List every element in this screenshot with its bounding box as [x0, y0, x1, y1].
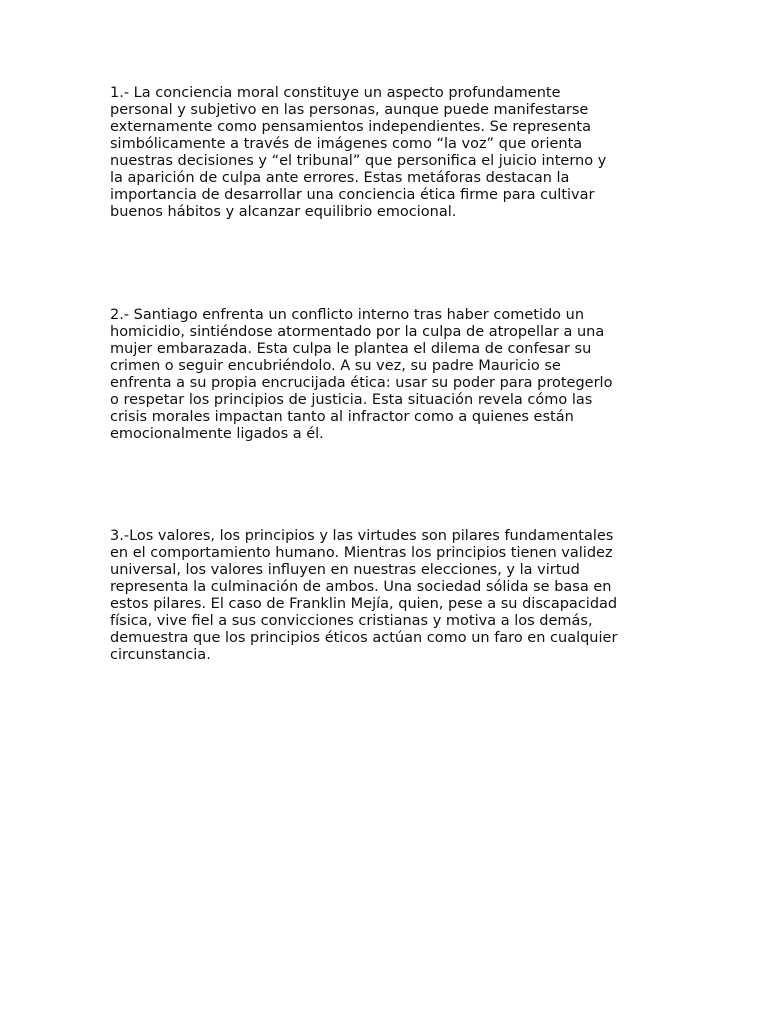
paragraph-2: 2.- Santiago enfrenta un conflicto interno tras haber cometido un homicidio, sintiéndose atormentado por la culpa de atropellar a una mujer embarazada. Esta culpa le plantea el dilema de confesar su crimen o seguir encubriéndolo. A su vez, su padre Mauricio se enfrenta a su propia encrucijada ética: usar su poder para protegerlo o respetar los principios de justicia. Esta situación revela cómo las crisis morales impactan tanto al infractor como a quienes están emocionalmente ligados a él. — [110, 307, 613, 442]
paragraph-3: 3.-Los valores, los principios y las virtudes son pilares fundamentales en el comportamiento humano. Mientras los principios tienen validez universal, los valores influyen en nuestras elecciones, y la virtud representa la culminación de ambos. Una sociedad sólida se basa en estos pilares. El caso de Franklin Mejía, quien, pese a su discapacidad física, vive fiel a sus convicciones cristianas y motiva a los demás, demuestra que los principios éticos actúan como un faro en cualquier circunstancia. — [110, 528, 618, 663]
paragraph-1: 1.- La conciencia moral constituye un aspecto profundamente personal y subjetivo en las personas, aunque puede manifestarse externamente como pensamientos independientes. Se representa simbólicamente a través de imágenes como “la voz” que orienta nuestras decisiones y “el tribunal” que personifica el juicio interno y la aparición de culpa ante errores. Estas metáforas destacan la importancia de desarrollar una conciencia ética firme para cultivar buenos hábitos y alcanzar equilibrio emocional. — [110, 85, 607, 220]
